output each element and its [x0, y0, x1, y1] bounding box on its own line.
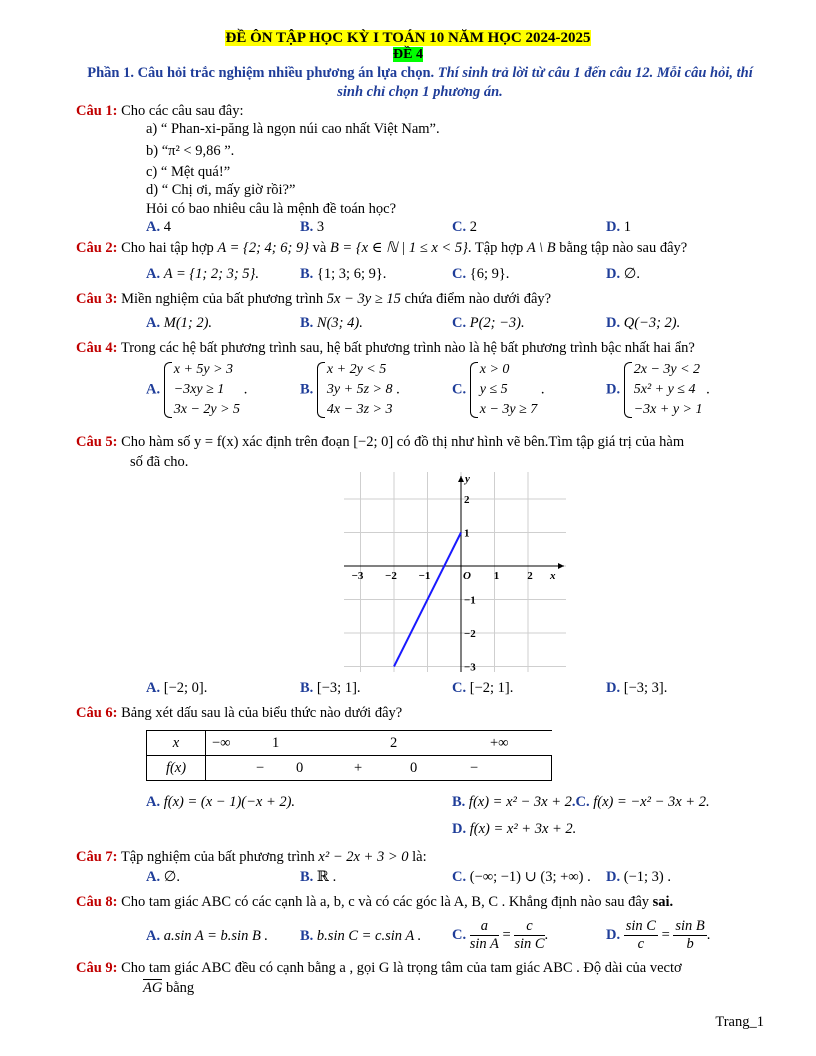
q1-option-d[interactable]: D. 1: [606, 219, 631, 235]
q3-option-a[interactable]: A. M(1; 2).: [146, 315, 213, 331]
q4-stem: Câu 4: Trong các hệ bất phương trình sau, hệ bất phương trình nào là hệ bất phương trình bậc nhất hai ẩn?: [76, 340, 695, 356]
q7-option-b[interactable]: B. ℝ .: [300, 869, 337, 885]
sign-cell-3: +: [354, 759, 363, 776]
q2-option-a[interactable]: A. A = {1; 2; 3; 5}.: [146, 266, 259, 282]
sign-table-x-header: x: [147, 731, 206, 756]
q8-option-c[interactable]: C. $\frac{a}{\text{sin A}}$ = $\frac{c}{\text{sin C}}$ .: [452, 918, 549, 952]
q2-option-b[interactable]: B. {1; 3; 6; 9}.: [300, 266, 387, 282]
q5-option-c[interactable]: C. [−2; 1].: [452, 680, 514, 696]
sign-table-pos-inf: +∞: [490, 734, 509, 751]
q1-item-c: c) “ Mệt quá!”: [146, 164, 231, 180]
q9-stem: Câu 9: Cho tam giác ABC đều có cạnh bằng a , gọi G là trọng tâm của tam giác ABC . Độ dài của vectơ: [76, 960, 682, 976]
y-tick-label: −2: [464, 628, 476, 640]
q4-option-a[interactable]: A. x + 5y > 3 −3xy ≥ 1 3x − 2y > 5 .: [146, 360, 247, 420]
sign-cell-4: 0: [410, 759, 418, 776]
q1-option-a[interactable]: A. 4: [146, 219, 171, 235]
q8-stem: Câu 8: Cho tam giác ABC có các cạnh là a, b, c và có các góc là A, B, C . Khẳng định nào sau đây sai.: [76, 894, 674, 910]
x-tick-label: −1: [418, 570, 431, 582]
exam-number: ĐỀ 4: [393, 47, 423, 62]
q7-option-d[interactable]: D. (−1; 3) .: [606, 869, 671, 885]
q2-option-c[interactable]: C. {6; 9}.: [452, 266, 510, 282]
x-tick-label: −3: [351, 570, 364, 582]
x-tick-label: 2: [527, 570, 533, 582]
q1-item-d: d) “ Chị ơi, mấy giờ rồi?”: [146, 182, 296, 198]
sign-cell-1: −: [256, 759, 265, 776]
sign-cell-5: −: [470, 759, 479, 776]
origin-label: O: [463, 570, 471, 582]
q7-option-c[interactable]: C. (−∞; −1) ∪ (3; +∞) .: [452, 869, 591, 885]
x-axis-label: x: [550, 570, 556, 582]
q5-stem: Câu 5: Cho hàm số y = f(x) xác định trên đoạn [−2; 0] có đồ thị như hình vẽ bên.Tìm tập giá trị của hàm: [76, 434, 685, 450]
q4-option-d[interactable]: D. 2x − 3y < 2 5x² + y ≤ 4 −3x + y > 1 .: [606, 360, 710, 420]
q5-option-b[interactable]: B. [−3; 1].: [300, 680, 361, 696]
q7-option-a[interactable]: A. ∅.: [146, 869, 180, 885]
vector-ag: AG: [143, 980, 163, 996]
page-footer: Trang_1: [715, 1014, 764, 1030]
part1-instructions: Phần 1. Câu hỏi trắc nghiệm nhiều phương án lựa chọn. Thí sinh trả lời từ câu 1 đến câu 12. Mỗi câu hỏi, thí sinh chỉ chọn 1 phương án.: [87, 65, 753, 100]
q2-option-d[interactable]: D. ∅.: [606, 266, 640, 282]
q6-option-a[interactable]: A. f(x) = (x − 1)(−x + 2).: [146, 794, 296, 810]
q5-graph: [340, 468, 570, 676]
q5-option-d[interactable]: D. [−3; 3].: [606, 680, 668, 696]
q2-stem: Câu 2: Cho hai tập hợp A = {2; 4; 6; 9} và B = {x ∈ ℕ | 1 ≤ x < 5}. Tập hợp A \ B bằng tập nào sau đây?: [76, 240, 688, 256]
q3-stem: Câu 3: Miền nghiệm của bất phương trình 5x − 3y ≥ 15 chứa điểm nào dưới đây?: [76, 291, 552, 307]
q3-option-c[interactable]: C. P(2; −3).: [452, 315, 525, 331]
x-axis-arrow: [558, 563, 564, 569]
q1-stem: Câu 1: Cho các câu sau đây:: [76, 103, 244, 119]
q4-option-b[interactable]: B. x + 2y < 5 3y + 5z > 8 4x − 3z > 3 .: [300, 360, 400, 420]
y-axis-arrow: [458, 476, 464, 482]
y-tick-label: −3: [464, 661, 476, 674]
q3-option-d[interactable]: D. Q(−3; 2).: [606, 315, 681, 331]
q1-option-b[interactable]: B. 3: [300, 219, 325, 235]
q7-stem: Câu 7: Tập nghiệm của bất phương trình x² − 2x + 3 > 0 là:: [76, 849, 427, 865]
q1-item-b: b) “π² < 9,86 ”.: [146, 143, 235, 159]
y-tick-label: −1: [464, 594, 476, 607]
sign-table-root2: 2: [390, 734, 398, 751]
q1-option-c[interactable]: C. 2: [452, 219, 477, 235]
y-tick-label: 2: [464, 494, 470, 506]
x-tick-label: 1: [493, 570, 500, 582]
q5-stem-cont: số đã cho.: [130, 454, 189, 470]
x-tick-label: −2: [385, 570, 397, 582]
q9-stem-cont: AG bằng: [143, 980, 195, 996]
q4-option-c[interactable]: C. x > 0 y ≤ 5 x − 3y ≥ 7 .: [452, 360, 545, 420]
q8-option-b[interactable]: B. b.sin C = c.sin A .: [300, 928, 422, 944]
y-axis-label: y: [465, 473, 470, 485]
q5-option-a[interactable]: A. [−2; 0].: [146, 680, 208, 696]
sign-table-fx-header: f(x): [147, 756, 206, 781]
sign-table-root1: 1: [272, 734, 280, 751]
q1-ask: Hỏi có bao nhiêu câu là mệnh đề toán học?: [146, 201, 397, 217]
q8-option-d[interactable]: D. $\frac{\text{sin C}}{c}$ = $\frac{\text{sin B}}{b}$ .: [606, 918, 711, 952]
q1-item-a: a) “ Phan-xi-păng là ngọn núi cao nhất Việt Nam”.: [146, 121, 440, 137]
y-tick-label: 1: [464, 527, 470, 540]
sign-table-neg-inf: −∞: [212, 734, 231, 751]
q6-option-b[interactable]: B. f(x) = x² − 3x + 2.C. f(x) = −x² − 3x + 2.: [452, 794, 710, 810]
q6-option-d[interactable]: D. f(x) = x² + 3x + 2.: [452, 821, 577, 837]
q8-option-a[interactable]: A. a.sin A = b.sin B .: [146, 928, 269, 944]
q6-stem: Câu 6: Bảng xét dấu sau là của biểu thức nào dưới đây?: [76, 705, 403, 721]
q3-option-b[interactable]: B. N(3; 4).: [300, 315, 363, 331]
sign-cell-2: 0: [296, 759, 304, 776]
sign-table: [146, 730, 552, 781]
exam-title: ĐỀ ÔN TẬP HỌC KỲ I TOÁN 10 NĂM HỌC 2024-2025: [225, 30, 591, 46]
